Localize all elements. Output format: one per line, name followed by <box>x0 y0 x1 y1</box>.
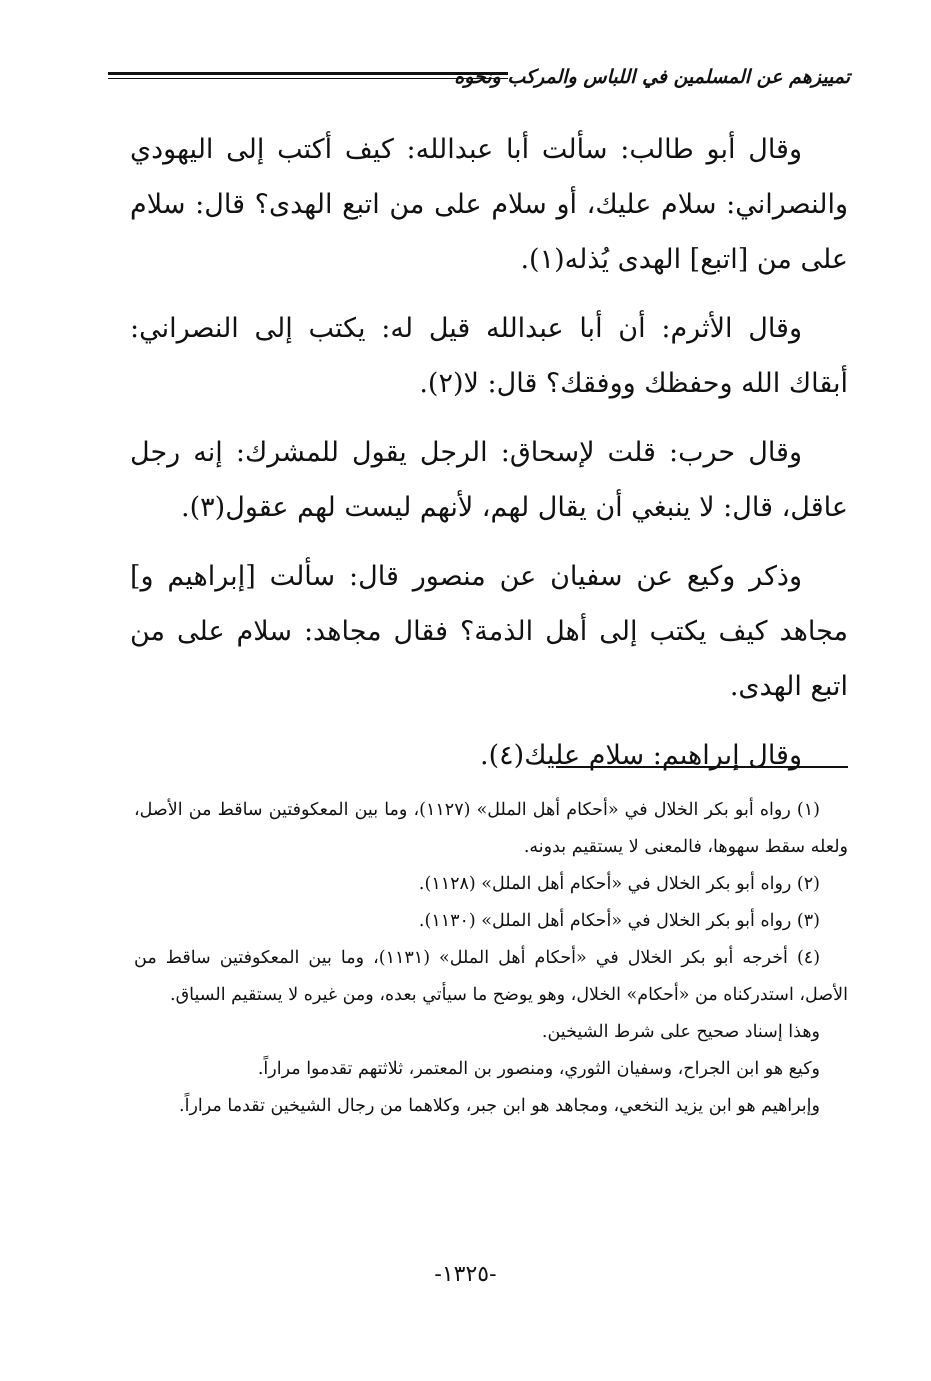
footnote: وكيع هو ابن الجراح، وسفيان الثوري، ومنصور بن المعتمر، ثلاثتهم تقدموا مراراً. <box>257 1059 820 1079</box>
page-number: -١٣٢٥- <box>434 1262 497 1287</box>
paragraph: وقال الأثرم: أن أبا عبدالله قيل له: يكتب إلى النصراني: أبقاك الله وحفظك ووفقك؟ قال: لا(٢). <box>130 313 848 399</box>
footnote: (٤) أخرجه أبو بكر الخلال في «أحكام أهل الملل» (١١٣١)، وما بين المعكوفتين ساقط من الأصل، استدركناه من «أحكام» الخلال، وهو يوضح ما سيأتي بعده، ومن غيره لا يستقيم السياق. <box>134 948 848 1005</box>
footnote: وإبراهيم هو ابن يزيد النخعي، ومجاهد هو ابن جبر، وكلاهما من رجال الشيخين تقدما مراراً. <box>179 1096 820 1116</box>
footnote: وهذا إسناد صحيح على شرط الشيخين. <box>541 1022 820 1042</box>
footnote: (٣) رواه أبو بكر الخلال في «أحكام أهل الملل» (١١٣٠). <box>418 911 820 931</box>
paragraph: وقال إبراهيم: سلام عليك(٤). <box>480 740 802 771</box>
footnote: (٢) رواه أبو بكر الخلال في «أحكام أهل الملل» (١١٢٨). <box>418 874 820 894</box>
header-title: تمييزهم عن المسلمين في اللباس والمركب ونحوه <box>454 66 850 88</box>
header-double-rule <box>108 72 508 79</box>
paragraph: وذكر وكيع عن سفيان عن منصور قال: سألت [إبراهيم و] مجاهد كيف يكتب إلى أهل الذمة؟ فقال مجاهد: سلام على من اتبع الهدى. <box>130 561 848 702</box>
footnote: (١) رواه أبو بكر الخلال في «أحكام أهل الملل» (١١٢٧)، وما بين المعكوفتين ساقط من الأصل، ولعله سقط سهوها، فالمعنى لا يستقيم بدونه. <box>134 800 848 857</box>
footnotes <box>134 792 848 1125</box>
footnote-separator <box>556 766 848 768</box>
paragraph: وقال حرب: قلت لإسحاق: الرجل يقول للمشرك: إنه رجل عاقل، قال: لا ينبغي أن يقال لهم، لأنهم ليست لهم عقول(٣). <box>130 437 848 523</box>
paragraph: وقال أبو طالب: سألت أبا عبدالله: كيف أكتب إلى اليهودي والنصراني: سلام عليك، أو سلام على من اتبع الهدى؟ قال: سلام على من [اتبع] الهدى يُذله(١). <box>130 134 848 275</box>
main-text <box>130 122 848 797</box>
running-header <box>108 62 850 92</box>
